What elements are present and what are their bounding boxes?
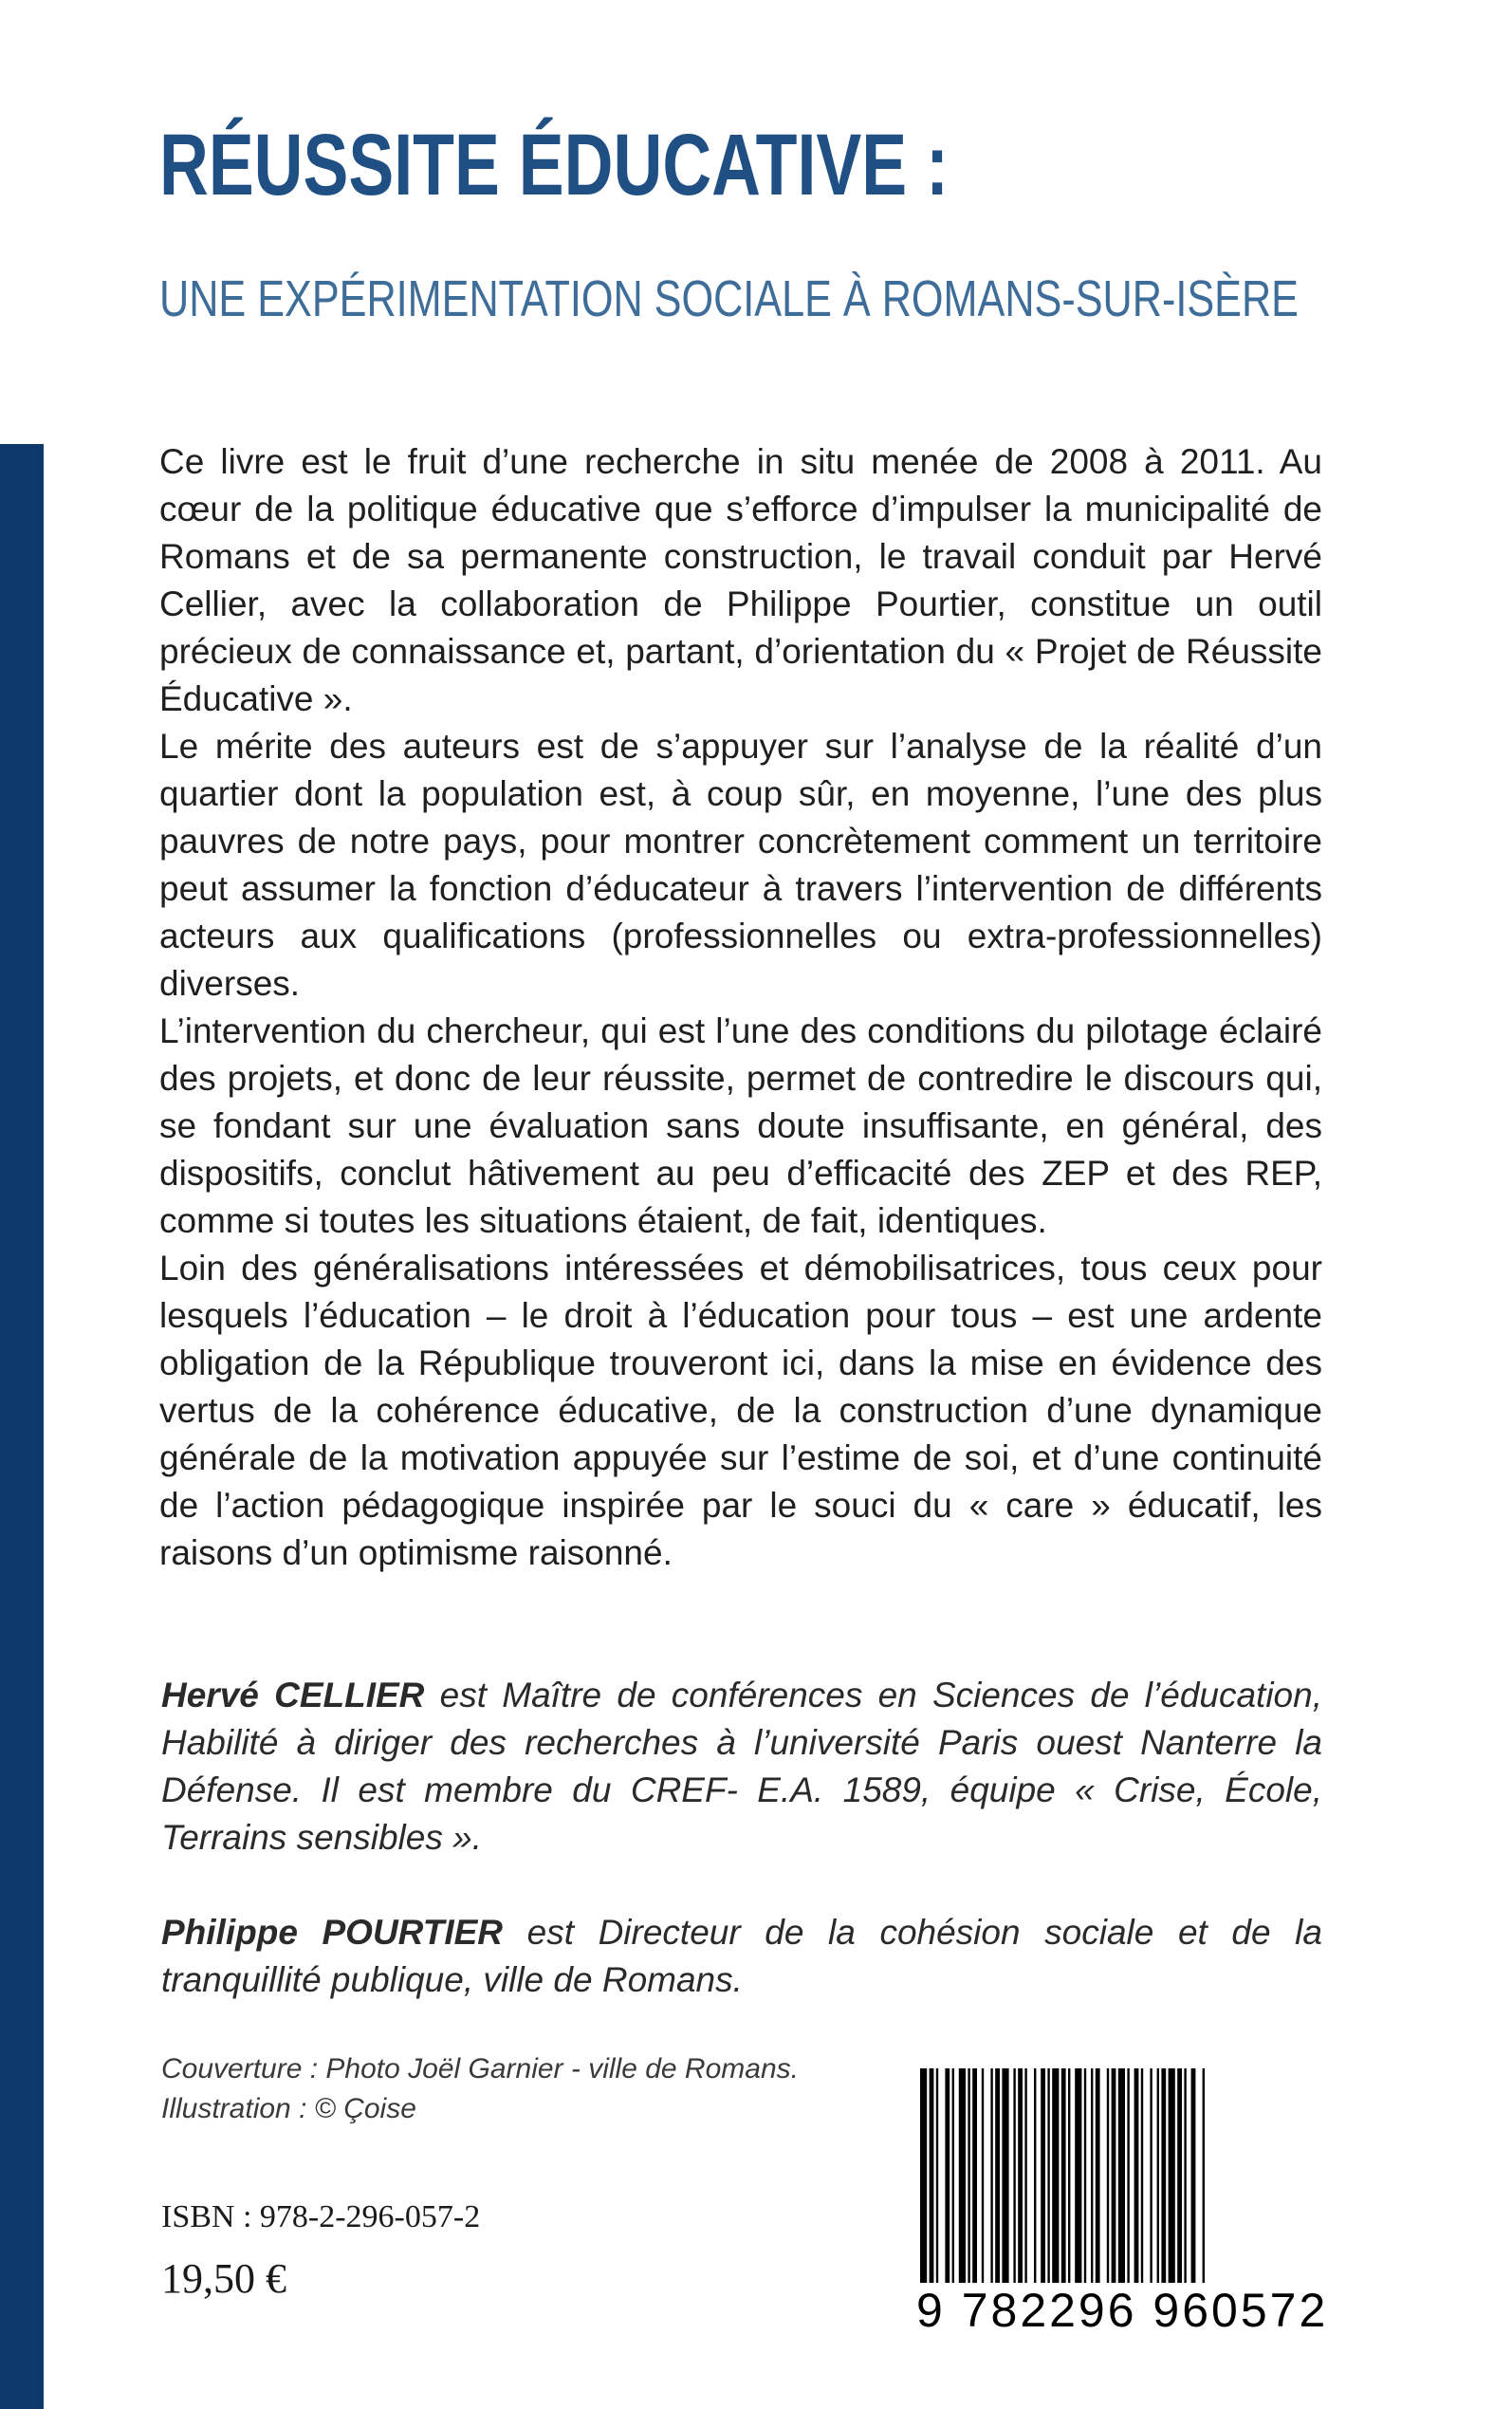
cover-credit: Couverture : Photo Joël Garnier - ville de Romans. (161, 2053, 799, 2085)
barcode-bars (916, 2068, 1296, 2285)
summary-paragraph: Ce livre est le fruit d’une recherche in situ menée de 2008 à 2011. Au cœur de la politique éducative que s’efforce d’impulser la municipalité de Romans et de sa permanente construction, le travail conduit par Hervé Cellier, avec la collaboration de Philippe Pourtier, constitue un outil précieux de connaissance et, partant, d’orientation du « Projet de Réussite Éducative ». (159, 442, 1322, 718)
summary-paragraph: L’intervention du chercheur, qui est l’une des conditions du pilotage éclairé des projets, et donc de leur réussite, permet de contredire le discours qui, se fondant sur une évaluation sans doute insuffisante, en général, des dispositifs, conclut hâtivement au peu d’efficacité des ZEP et des REP, comme si toutes les situations étaient, de fait, identiques. (159, 1011, 1322, 1240)
author-bio (161, 1909, 1322, 2004)
image-credits (161, 2049, 1015, 2129)
author-bio-text: est Maître de conférences en Sciences de l’éducation, Habilité à diriger des recherches à l’université Paris ouest Nanterre la Défense. Il est membre du CREF- E.A. 1589, équipe « Crise, École, Terrains sensibles ». (161, 1676, 1322, 1857)
spine-color-bar (0, 444, 44, 2409)
author-bio (161, 1672, 1322, 1862)
book-title: RÉUSSITE ÉDUCATIVE : (159, 117, 949, 213)
barcode-digits: 9 782296 960572 (916, 2284, 1329, 2337)
author-name: Hervé CELLIER (161, 1676, 425, 1714)
summary-paragraph: Le mérite des auteurs est de s’appuyer sur l’analyse de la réalité d’un quartier dont la population est, à coup sûr, en moyenne, l’une des plus pauvres de notre pays, pour montrer concrètement comment un territoire peut assumer la fonction d’éducateur à travers l’intervention de différents acteurs aux qualifications (professionnelles ou extra-professionnelles) diverses. (159, 727, 1322, 1003)
back-cover-summary (159, 438, 1322, 1577)
illustration-credit: Illustration : © Çoise (161, 2093, 416, 2124)
book-subtitle: UNE EXPÉRIMENTATION SOCIALE À ROMANS-SUR-ISÈRE (159, 270, 1299, 327)
isbn: ISBN : 978-2-296-057-2 (161, 2199, 481, 2234)
author-bio-text: est Directeur de la cohésion sociale et de la tranquillité publique, ville de Romans. (161, 1913, 1322, 1999)
barcode (916, 2068, 1329, 2340)
author-bios (161, 1672, 1322, 2051)
price: 19,50 € (161, 2255, 286, 2302)
summary-paragraph: Loin des généralisations intéressées et démobilisatrices, tous ceux pour lesquels l’éducation – le droit à l’éducation pour tous – est une ardente obligation de la République trouveront ici, dans la mise en évidence des vertus de la cohérence éducative, de la construction d’une dynamique générale de la motivation appuyée sur l’estime de soi, et d’une continuité de l’action pédagogique inspirée par le souci du « care » éducatif, les raisons d’un optimisme raisonné. (159, 1249, 1322, 1572)
author-name: Philippe POURTIER (161, 1913, 504, 1952)
